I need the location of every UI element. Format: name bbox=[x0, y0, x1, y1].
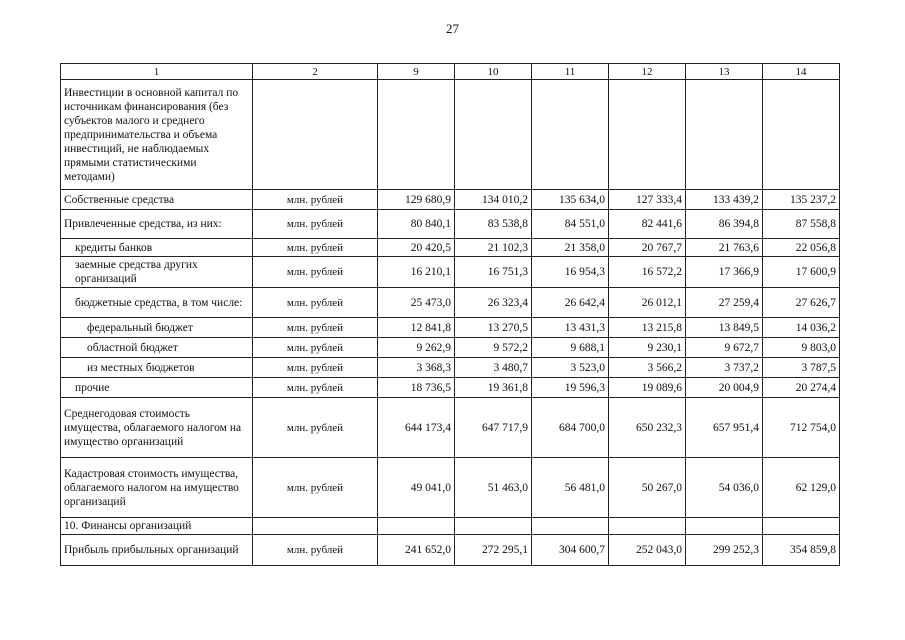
unit-cell: млн. рублей bbox=[253, 190, 378, 210]
indicator-name-cell: прочие bbox=[61, 378, 253, 398]
value-cell: 135 634,0 bbox=[532, 190, 609, 210]
value-cell: 25 473,0 bbox=[378, 288, 455, 318]
value-cell: 3 480,7 bbox=[455, 358, 532, 378]
indicator-name-cell: бюджетные средства, в том числе: bbox=[61, 288, 253, 318]
value-cell: 304 600,7 bbox=[532, 535, 609, 566]
indicator-name-cell: Прибыль прибыльных организаций bbox=[61, 535, 253, 566]
value-cell: 9 230,1 bbox=[609, 338, 686, 358]
value-cell bbox=[532, 80, 609, 190]
unit-cell: млн. рублей bbox=[253, 288, 378, 318]
value-cell bbox=[686, 80, 763, 190]
value-cell: 134 010,2 bbox=[455, 190, 532, 210]
value-cell bbox=[609, 80, 686, 190]
value-cell: 3 566,2 bbox=[609, 358, 686, 378]
table-row bbox=[61, 318, 840, 338]
value-cell: 647 717,9 bbox=[455, 398, 532, 458]
value-cell: 650 232,3 bbox=[609, 398, 686, 458]
value-cell: 12 841,8 bbox=[378, 318, 455, 338]
value-cell: 9 688,1 bbox=[532, 338, 609, 358]
value-cell: 299 252,3 bbox=[686, 535, 763, 566]
value-cell: 82 441,6 bbox=[609, 210, 686, 239]
value-cell bbox=[455, 80, 532, 190]
unit-cell: млн. рублей bbox=[253, 210, 378, 239]
value-cell: 684 700,0 bbox=[532, 398, 609, 458]
value-cell: 3 737,2 bbox=[686, 358, 763, 378]
table-row bbox=[61, 535, 840, 566]
column-header: 9 bbox=[378, 64, 455, 80]
value-cell: 87 558,8 bbox=[763, 210, 840, 239]
value-cell: 127 333,4 bbox=[609, 190, 686, 210]
value-cell: 20 274,4 bbox=[763, 378, 840, 398]
table-row bbox=[61, 398, 840, 458]
value-cell: 27 626,7 bbox=[763, 288, 840, 318]
value-cell: 3 523,0 bbox=[532, 358, 609, 378]
value-cell: 62 129,0 bbox=[763, 458, 840, 518]
value-cell: 51 463,0 bbox=[455, 458, 532, 518]
value-cell: 21 102,3 bbox=[455, 239, 532, 257]
value-cell: 13 849,5 bbox=[686, 318, 763, 338]
column-header: 1 bbox=[61, 64, 253, 80]
unit-cell: млн. рублей bbox=[253, 318, 378, 338]
value-cell: 9 672,7 bbox=[686, 338, 763, 358]
indicator-name-cell: кредиты банков bbox=[61, 239, 253, 257]
value-cell: 20 420,5 bbox=[378, 239, 455, 257]
value-cell: 80 840,1 bbox=[378, 210, 455, 239]
column-header: 10 bbox=[455, 64, 532, 80]
value-cell: 17 600,9 bbox=[763, 257, 840, 288]
table-row bbox=[61, 378, 840, 398]
column-header: 12 bbox=[609, 64, 686, 80]
unit-cell: млн. рублей bbox=[253, 358, 378, 378]
value-cell: 16 572,2 bbox=[609, 257, 686, 288]
value-cell: 21 358,0 bbox=[532, 239, 609, 257]
value-cell: 19 596,3 bbox=[532, 378, 609, 398]
value-cell: 133 439,2 bbox=[686, 190, 763, 210]
value-cell: 9 572,2 bbox=[455, 338, 532, 358]
value-cell: 129 680,9 bbox=[378, 190, 455, 210]
table-row bbox=[61, 288, 840, 318]
table-row bbox=[61, 458, 840, 518]
unit-cell: млн. рублей bbox=[253, 398, 378, 458]
indicator-name-cell: Кадастровая стоимость имущества, облагаемого налогом на имущество организаций bbox=[61, 458, 253, 518]
column-header: 13 bbox=[686, 64, 763, 80]
indicator-name-cell: Инвестиции в основной капитал по источникам финансирования (без субъектов малого и среднего предпринимательства и объема инвестиций, не наблюдаемых прямыми статистическими методами) bbox=[61, 80, 253, 190]
indicator-name-cell: заемные средства других организаций bbox=[61, 257, 253, 288]
value-cell: 56 481,0 bbox=[532, 458, 609, 518]
value-cell: 26 323,4 bbox=[455, 288, 532, 318]
value-cell bbox=[378, 518, 455, 535]
indicator-name-cell: Собственные средства bbox=[61, 190, 253, 210]
value-cell: 16 210,1 bbox=[378, 257, 455, 288]
value-cell: 26 012,1 bbox=[609, 288, 686, 318]
value-cell: 13 431,3 bbox=[532, 318, 609, 338]
indicator-name-cell: федеральный бюджет bbox=[61, 318, 253, 338]
value-cell: 3 368,3 bbox=[378, 358, 455, 378]
value-cell: 241 652,0 bbox=[378, 535, 455, 566]
value-cell: 86 394,8 bbox=[686, 210, 763, 239]
unit-cell: млн. рублей bbox=[253, 338, 378, 358]
unit-cell bbox=[253, 80, 378, 190]
value-cell: 16 954,3 bbox=[532, 257, 609, 288]
unit-cell: млн. рублей bbox=[253, 257, 378, 288]
value-cell bbox=[686, 518, 763, 535]
value-cell: 19 089,6 bbox=[609, 378, 686, 398]
value-cell: 9 262,9 bbox=[378, 338, 455, 358]
page-number: 27 bbox=[446, 21, 459, 36]
statistics-table bbox=[60, 63, 840, 566]
table-row bbox=[61, 257, 840, 288]
value-cell: 252 043,0 bbox=[609, 535, 686, 566]
column-header: 14 bbox=[763, 64, 840, 80]
indicator-name-cell: Среднегодовая стоимость имущества, облагаемого налогом на имущество организаций bbox=[61, 398, 253, 458]
value-cell: 21 763,6 bbox=[686, 239, 763, 257]
value-cell bbox=[609, 518, 686, 535]
value-cell: 135 237,2 bbox=[763, 190, 840, 210]
column-header: 11 bbox=[532, 64, 609, 80]
value-cell: 13 215,8 bbox=[609, 318, 686, 338]
value-cell: 54 036,0 bbox=[686, 458, 763, 518]
value-cell: 84 551,0 bbox=[532, 210, 609, 239]
value-cell: 9 803,0 bbox=[763, 338, 840, 358]
value-cell: 657 951,4 bbox=[686, 398, 763, 458]
unit-cell: млн. рублей bbox=[253, 535, 378, 566]
unit-cell: млн. рублей bbox=[253, 378, 378, 398]
value-cell bbox=[763, 518, 840, 535]
table-row bbox=[61, 190, 840, 210]
table-row bbox=[61, 210, 840, 239]
value-cell: 19 361,8 bbox=[455, 378, 532, 398]
value-cell bbox=[532, 518, 609, 535]
table-row bbox=[61, 80, 840, 190]
indicator-name-cell: Привлеченные средства, из них: bbox=[61, 210, 253, 239]
value-cell: 644 173,4 bbox=[378, 398, 455, 458]
value-cell: 16 751,3 bbox=[455, 257, 532, 288]
indicator-name-cell: областной бюджет bbox=[61, 338, 253, 358]
indicator-name-cell: 10. Финансы организаций bbox=[61, 518, 253, 535]
value-cell: 26 642,4 bbox=[532, 288, 609, 318]
value-cell: 22 056,8 bbox=[763, 239, 840, 257]
unit-cell: млн. рублей bbox=[253, 239, 378, 257]
value-cell: 27 259,4 bbox=[686, 288, 763, 318]
column-header: 2 bbox=[253, 64, 378, 80]
unit-cell bbox=[253, 518, 378, 535]
value-cell: 3 787,5 bbox=[763, 358, 840, 378]
table-row bbox=[61, 518, 840, 535]
value-cell: 17 366,9 bbox=[686, 257, 763, 288]
unit-cell: млн. рублей bbox=[253, 458, 378, 518]
table-row bbox=[61, 338, 840, 358]
value-cell: 354 859,8 bbox=[763, 535, 840, 566]
value-cell: 272 295,1 bbox=[455, 535, 532, 566]
value-cell bbox=[378, 80, 455, 190]
column-number-header-row bbox=[61, 64, 840, 80]
value-cell: 49 041,0 bbox=[378, 458, 455, 518]
value-cell: 83 538,8 bbox=[455, 210, 532, 239]
indicator-name-cell: из местных бюджетов bbox=[61, 358, 253, 378]
value-cell: 13 270,5 bbox=[455, 318, 532, 338]
table-row bbox=[61, 239, 840, 257]
value-cell bbox=[763, 80, 840, 190]
table-row bbox=[61, 358, 840, 378]
value-cell: 50 267,0 bbox=[609, 458, 686, 518]
value-cell bbox=[455, 518, 532, 535]
value-cell: 712 754,0 bbox=[763, 398, 840, 458]
value-cell: 14 036,2 bbox=[763, 318, 840, 338]
value-cell: 20 004,9 bbox=[686, 378, 763, 398]
value-cell: 20 767,7 bbox=[609, 239, 686, 257]
value-cell: 18 736,5 bbox=[378, 378, 455, 398]
